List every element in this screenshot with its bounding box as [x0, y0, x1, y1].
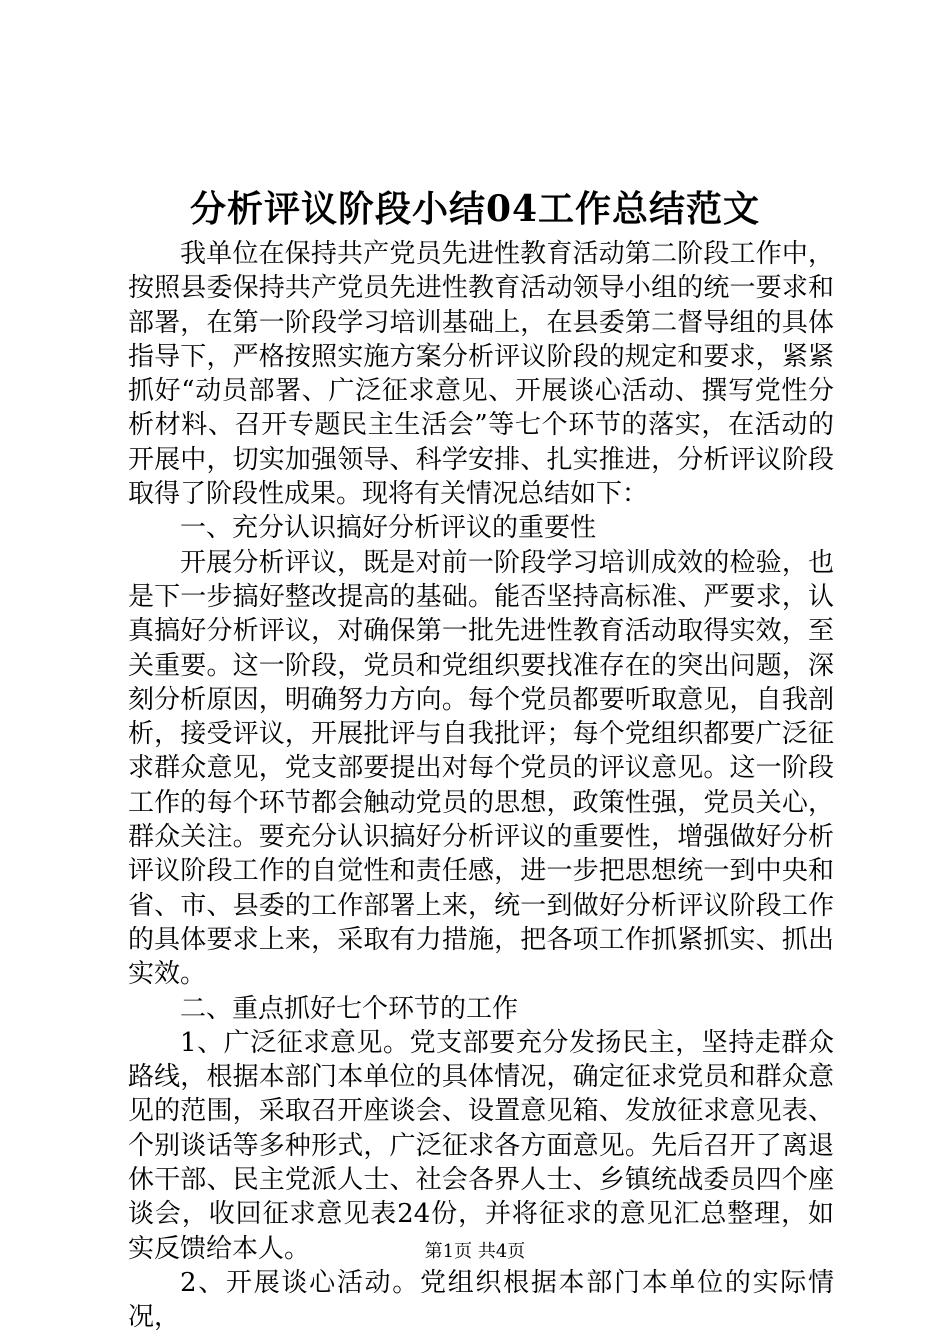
- section-heading-1: 一、充分认识搞好分析评议的重要性: [180, 513, 597, 544]
- paragraph-item-1: 1、广泛征求意见。党支部要充分发扬民主，坚持走群众路线，根据本部门本单位的具体情况，确定征求党员和群众意见的范围，采取召开座谈会、设置意见箱、发放征求意见表、个别谈话等多种形式，广泛征求各方面意见。先后召开了离退休干部、民主党派人士、社会各界人士、乡镇统战委员四个座谈会，收回征求意见表24份，并将征求的意见汇总整理，如实反馈给本人。: [128, 1027, 834, 1264]
- document-title: 分析评议阶段小结04工作总结范文: [189, 188, 761, 230]
- paragraph-section-1: 开展分析评议，既是对前一阶段学习培训成效的检验，也是下一步搞好整改提高的基础。能否坚持高标准、严要求，认真搞好分析评议，对确保第一批先进性教育活动取得实效，至关重要。这一阶段，党员和党组织要找准存在的突出问题，深刻分析原因，明确努力方向。每个党员都要听取意见，自我剖析，接受评议，开展批评与自我批评；每个党组织都要广泛征求群众意见，党支部要提出对每个党员的评议意见。这一阶段工作的每个环节都会触动党员的思想，政策性强，党员关心，群众关注。要充分认识搞好分析评议的重要性，增强做好分析评议阶段工作的自觉性和责任感，进一步把思想统一到中央和省、市、县委的工作部署上来，统一到做好分析评议阶段工作的具体要求上来，采取有力措施，把各项工作抓紧抓实、抓出实效。: [128, 547, 834, 990]
- page-footer: 第1页 共4页: [424, 1241, 526, 1262]
- paragraph-intro: 我单位在保持共产党员先进性教育活动第二阶段工作中，按照县委保持共产党员先进性教育活动领导小组的统一要求和部署，在第一阶段学习培训基础上，在县委第二督导组的具体指导下，严格按照实施方案分析评议阶段的规定和要求，紧紧抓好“动员部署、广泛征求意见、开展谈心活动、撰写党性分析材料、召开专题民主生活会”等七个环节的落实，在活动的开展中，切实加强领导、科学安排、扎实推进，分析评议阶段取得了阶段性成果。现将有关情况总结如下：: [128, 239, 834, 510]
- section-heading-2: 二、重点抓好七个环节的工作: [180, 993, 519, 1024]
- paragraph-item-2: 2、开展谈心活动。党组织根据本部门本单位的实际情况，: [128, 1267, 834, 1333]
- document-body: [128, 237, 834, 1335]
